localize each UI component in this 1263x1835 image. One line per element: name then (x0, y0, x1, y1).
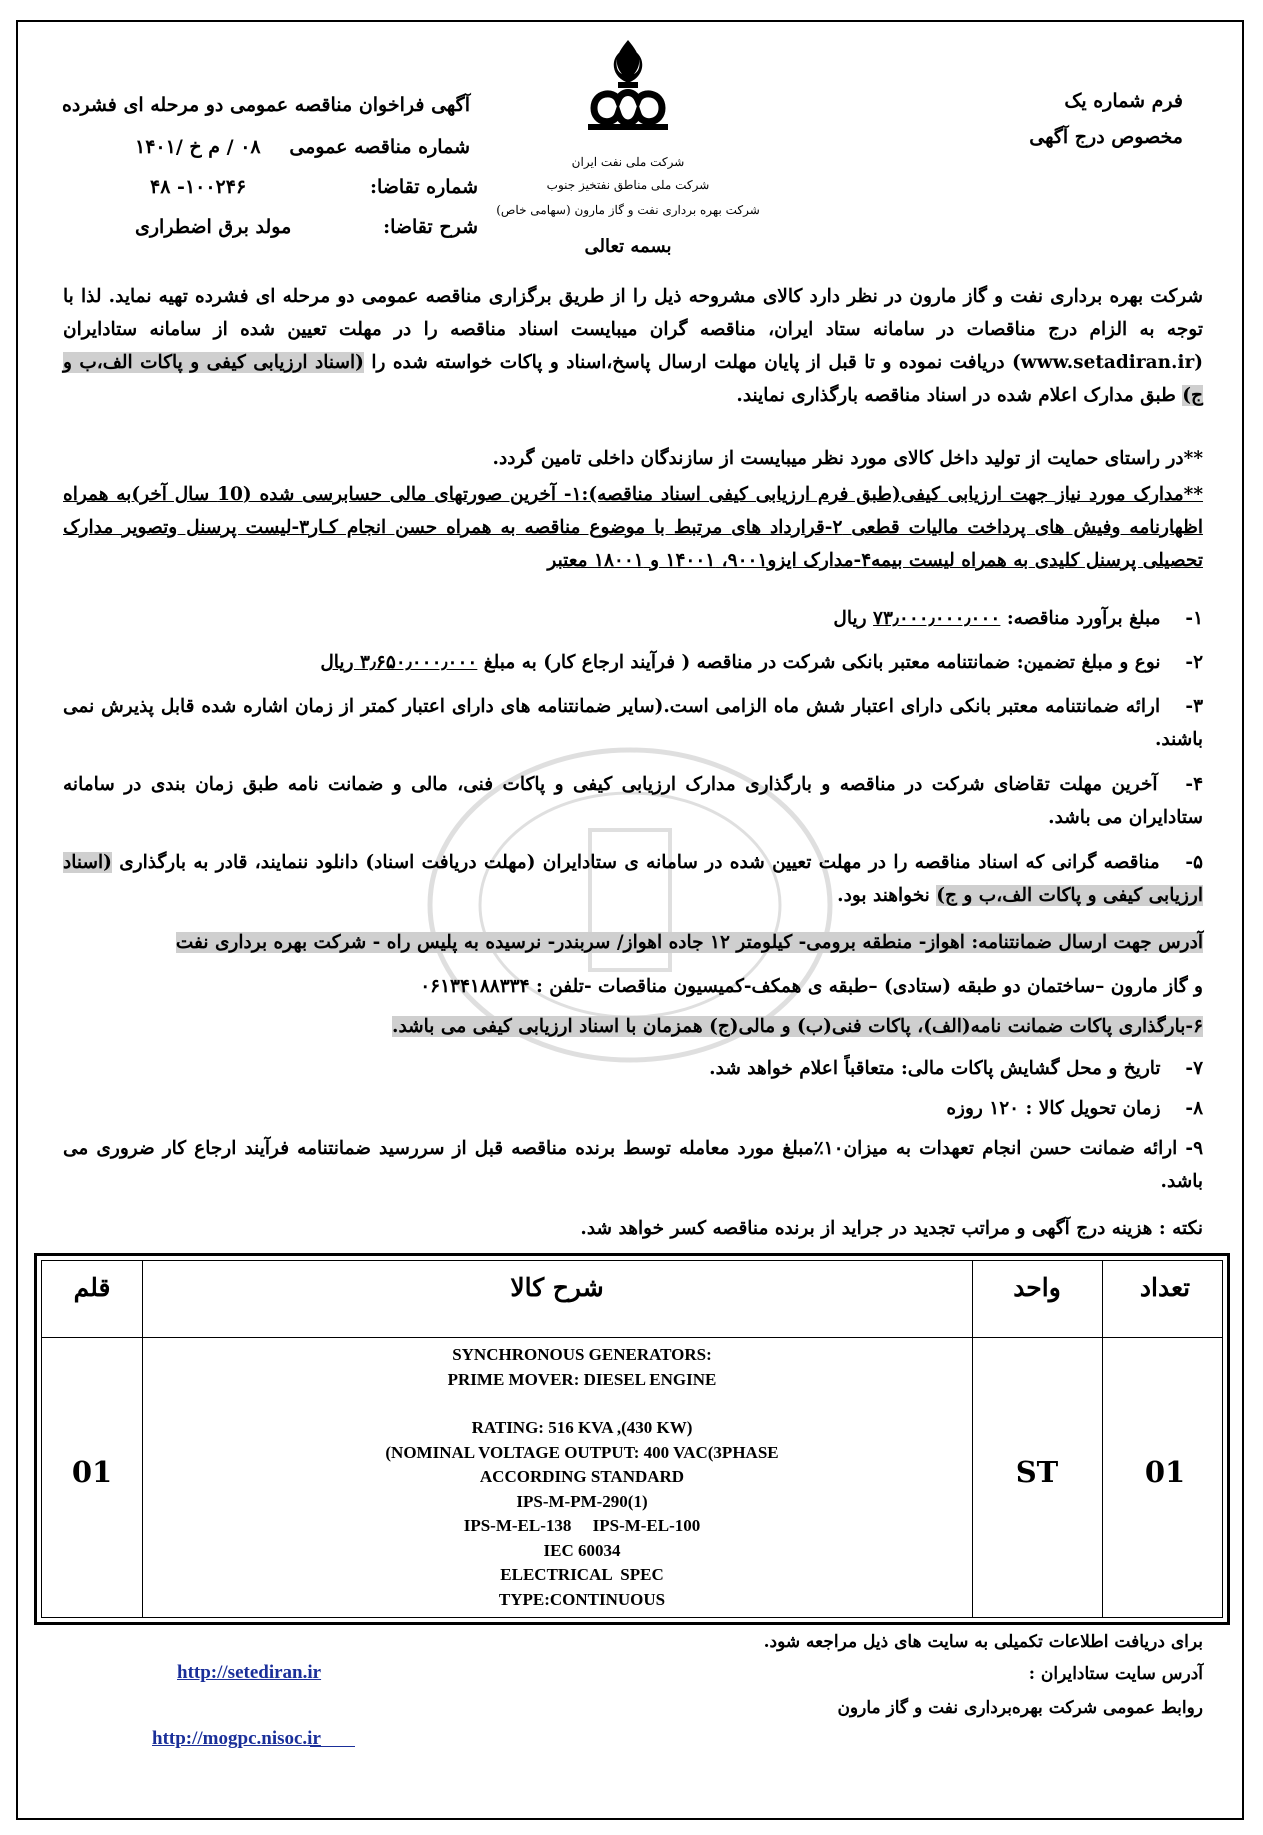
spec-line: TYPE:CONTINUOUS (498, 1589, 666, 1609)
intro-paragraph (63, 280, 1203, 412)
item-7: ۷- تاریخ و محل گشایش پاکات مالی: متعاقباً اعلام خواهد شد. (709, 1058, 1203, 1079)
company-nisoc: شرکت ملی مناطق نفتخیز جنوب (546, 178, 710, 192)
spec-line: ACCORDING STANDARD (479, 1467, 685, 1486)
goods-table (34, 1253, 1230, 1625)
nioc-logo-icon (578, 38, 678, 138)
docs-note: **مدارک مورد نیاز جهت ارزیابی کیفی(طبق فرم ارزیابی کیفی اسناد مناقصه):۱- آخرین صورتهای مالی حسابرسی شده (10 سال آخر)به همراه اظهارنامه وفیش های پرداخت مالیات قطعی ۲-قرارداد های مرتبط با موضوع مناقصه به همراه حسن انجام کـار۳-لیست پرسنل وتصویر مدارک تحصیلی پرسنل کلیدی به همراه لیست بیمه۴-مدارک ایزو۹۰۰۱، ۱۴۰۰۱ و ۱۸۰۰۱ معتبر (63, 484, 1204, 571)
item-6: ۶-بارگذاری پاکات ضمانت نامه(الف)، پاکات فنی(ب) و مالی(ج) همزمان با اسناد ارزیابی کیفی می باشد. (392, 1016, 1203, 1037)
item-4: ۴- آخرین مهلت تقاضای شرکت در مناقصه و بارگذاری مدارک ارزیابی کیفی و پاکات فنی، مالی و ضمانت نامه طبق زمان بندی در سامانه ستادایران می باشد. (63, 774, 1204, 828)
form-subtitle: مخصوص درج آگهی (1029, 126, 1183, 148)
header-description: شرح کالا (510, 1273, 604, 1302)
setad-link[interactable]: http://setediran.ir (177, 1662, 322, 1683)
item-1: ۱- مبلغ برآورد مناقصه: ۷۳٫۰۰۰٫۰۰۰٫۰۰۰ ریال (833, 608, 1203, 629)
company-nioc: شرکت ملی نفت ایران (571, 155, 685, 169)
desc-value: مولد برق اضطراری (135, 216, 292, 238)
support-note: **در راستای حمایت از تولید داخل کالای مورد نظر میبایست از سازندگان داخلی تامین گردد. (492, 448, 1203, 469)
spec-line: IPS-M-EL-138 IPS-M-EL-100 (463, 1516, 701, 1535)
spec-line (142, 1392, 1022, 1416)
request-number: ۱۰۰۲۴۶- ۴۸ (150, 176, 247, 198)
spec-line: SYNCHRONOUS GENERATORS: (452, 1345, 712, 1364)
header-count: تعداد (1139, 1273, 1191, 1302)
intro-highlight: (اسناد ارزیابی کیفی و پاکات الف،ب و ج) (63, 352, 1203, 406)
mogpc-link[interactable]: http://mogpc.nisoc.ir (152, 1728, 321, 1749)
request-label: شماره تقاضا: (369, 176, 478, 198)
address-line-1: آدرس جهت ارسال ضمانتنامه: اهواز- منطقه برومی- کیلومتر ۱۲ جاده اهواز/ سربندر- نرسیده به پلیس راه - شرکت بهره برداری نفت (175, 932, 1203, 953)
link-underline (310, 1746, 355, 1747)
spec-line: RATING: 516 KVA ,(430 KW) (471, 1418, 693, 1437)
company-maroon: شرکت بهره برداری نفت و گاز مارون (سهامی خاص) (496, 203, 760, 217)
bismillah: بسمه تعالی (584, 236, 672, 257)
cell-unit: ST (1015, 1455, 1059, 1489)
spec-line: IEC 60034 (543, 1540, 621, 1560)
cell-count: 01 (1144, 1455, 1186, 1489)
spec-line: PRIME MOVER: DIESEL ENGINE (447, 1369, 717, 1389)
cost-note: نکته : هزینه درج آگهی و مراتب تجدید در جراید از برنده مناقصه کسر خواهد شد. (580, 1218, 1203, 1239)
header-item: قلم (73, 1273, 111, 1302)
form-title: فرم شماره یک (1064, 90, 1183, 112)
tender-number: ۰۸ / م خ /۱۴۰۱ (135, 136, 261, 158)
tender-label: شماره مناقصه عمومی (289, 136, 470, 158)
item-3: ۳- ارائه ضمانتنامه معتبر بانکی دارای اعتبار شش ماه الزامی است.(سایر ضمانتنامه های دارای اعتبار کمتر از زمان اشاره شده قابل پذیرش نمی باشند. (63, 696, 1203, 750)
item-9: ۹- ارائه ضمانت حسن انجام تعهدات به میزان۱۰٪مبلغ مورد معامله توسط برنده مناقصه قبل از سررسید ضمانتنامه فرآیند ارجاع کار ضروری می باشد. (63, 1138, 1203, 1192)
item-8: ۸- زمان تحویل کالا : ۱۲۰ روزه (946, 1098, 1203, 1119)
notice-title: آگهی فراخوان مناقصه عمومی دو مرحله ای فشرده (61, 94, 470, 116)
estimate-value: ۷۳٫۰۰۰٫۰۰۰٫۰۰۰ (873, 608, 1001, 629)
desc-label: شرح تقاضا: (383, 216, 478, 238)
intro-text-1: شرکت بهره برداری نفت و گاز مارون در نظر دارد کالای مشروحه ذیل را از طریق برگزاری مناقصه عمومی دو مرحله ای فشرده تهیه نماید. لذا با توجه به الزام درج مناقصات در سامانه ستاد ایران، مناقصه گران میبایست اسناد مناقصه را در مهلت تعیین شده از سامانه ستادایران (www.setadiran.ir) دریافت نموده و تا قبل از پایان مهلت ارسال پاسخ،اسناد و پاکات خواسته شده را (63, 286, 1203, 373)
item-2: ۲- نوع و مبلغ تضمین: ضمانتنامه معتبر بانکی شرکت در مناقصه ( فرآیند ارجاع کار) به مبلغ ۳٫۶۵۰٫۰۰۰٫۰۰۰ ریال (320, 652, 1203, 673)
pr-label: روابط عمومی شرکت بهره‌برداری نفت و گاز مارون (837, 1698, 1203, 1718)
cell-item: 01 (71, 1455, 113, 1489)
cell-description (142, 1343, 1022, 1612)
header-unit: واحد (1013, 1273, 1061, 1302)
spec-line: IPS-M-PM-290(1) (516, 1491, 648, 1511)
guarantee-value: ۳٫۶۵۰٫۰۰۰٫۰۰۰ ریال (320, 652, 478, 673)
intro-text-2: طبق مدارک اعلام شده در اسناد مناقصه بارگذاری نمایند. (736, 385, 1176, 406)
item-5: ۵- مناقصه گرانی که اسناد مناقصه را در مهلت تعیین شده در سامانه ی ستادایران (مهلت دریافت اسناد) دانلود ننمایند، قادر به بارگذاری (اسناد ارزیابی کیفی و پاکات الف،ب و ج) نخواهند بود. (63, 852, 1203, 906)
spec-line: (NOMINAL VOLTAGE OUTPUT: 400 VAC(3PHASE (385, 1442, 779, 1462)
setad-label: آدرس سایت ستادایران : (1028, 1664, 1203, 1684)
spec-line: ELECTRICAL SPEC (500, 1565, 664, 1584)
address-line-2: و گاز مارون –ساختمان دو طبقه (ستادی) –طبقه ی همکف-کمیسیون مناقصات -تلفن : ۰۶۱۳۴۱۸۸۳۳۴ (420, 976, 1203, 997)
footer-info: برای دریافت اطلاعات تکمیلی به سایت های ذیل مراجعه شود. (763, 1632, 1203, 1652)
